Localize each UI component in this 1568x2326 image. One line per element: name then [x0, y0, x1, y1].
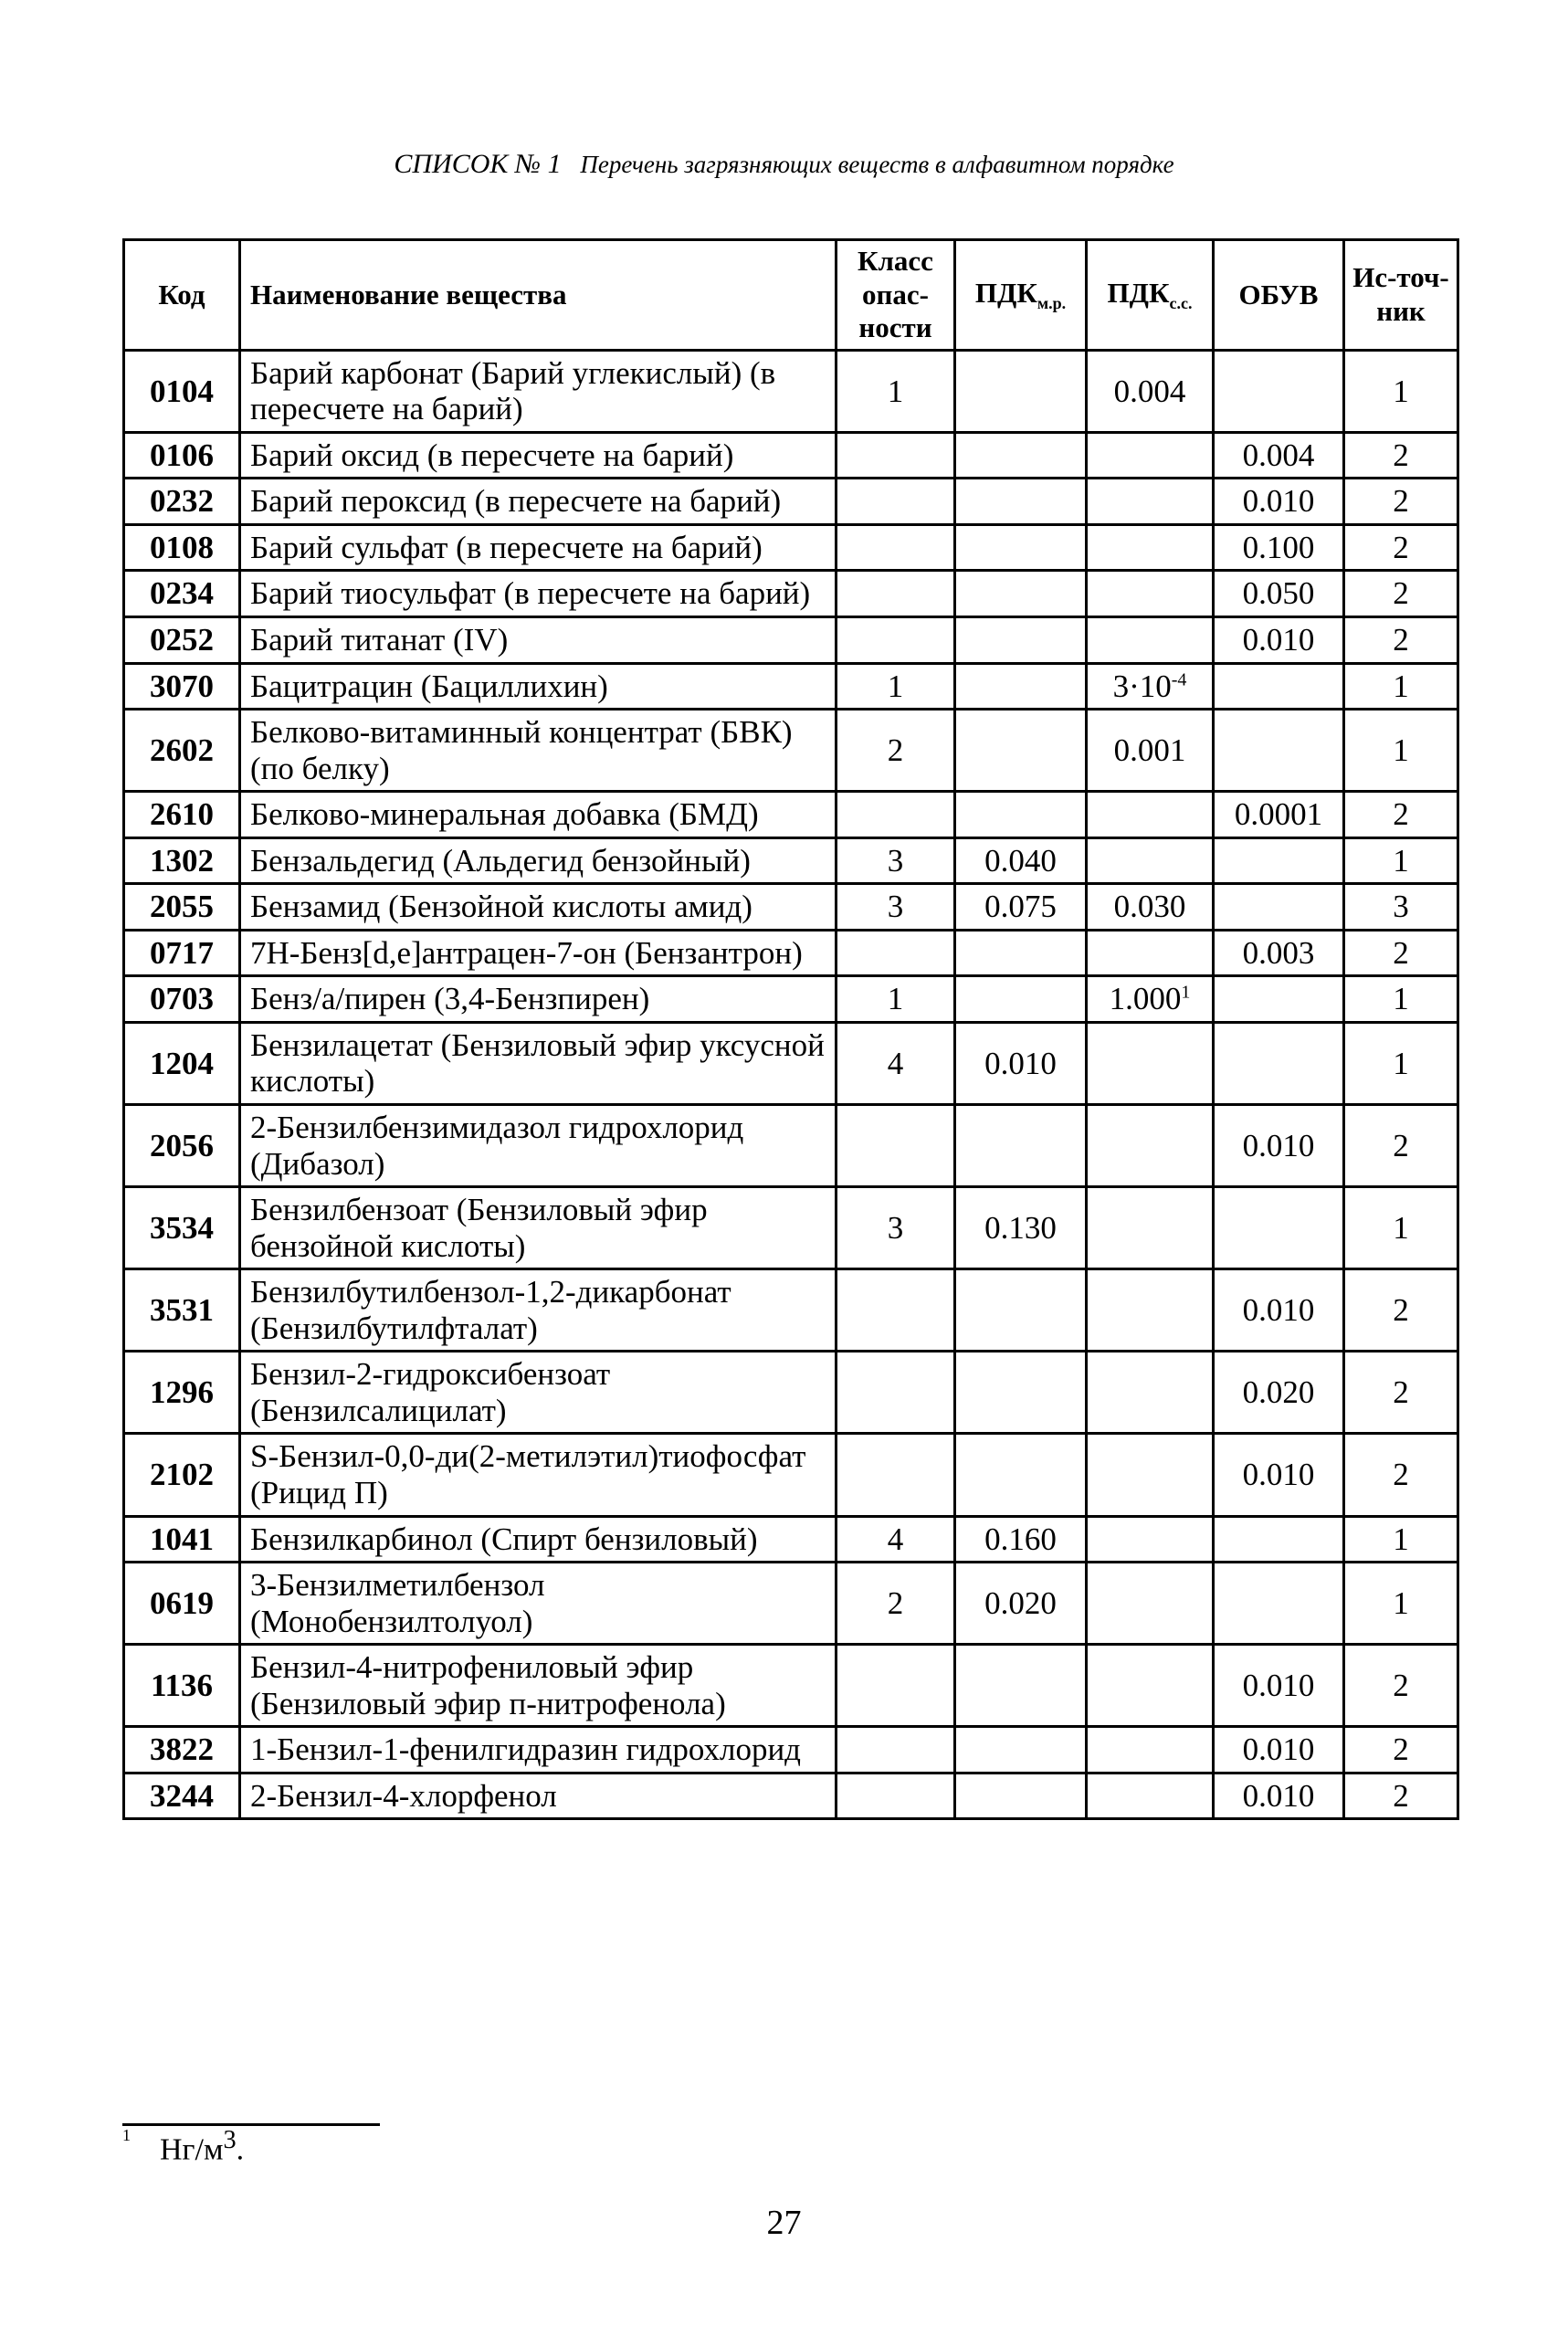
cell-pdk-ss — [1087, 1352, 1214, 1434]
cell-hazard-class: 4 — [837, 1516, 955, 1563]
cell-pdk-mr — [955, 1727, 1087, 1773]
cell-pdk-mr — [955, 350, 1087, 432]
footnote-unit: Нг/м — [160, 2132, 224, 2167]
cell-code: 1302 — [124, 837, 240, 884]
table-header-row — [124, 240, 1458, 351]
table-row — [124, 571, 1458, 617]
cell-pdk-mr — [955, 1434, 1087, 1516]
cell-source: 2 — [1344, 571, 1458, 617]
cell-pdk-mr: 0.160 — [955, 1516, 1087, 1563]
footnote: $^1$ $Нг/м^3$. — [122, 2126, 245, 2167]
cell-source: 1 — [1344, 663, 1458, 710]
cell-source: 2 — [1344, 1645, 1458, 1727]
table-row — [124, 1187, 1458, 1269]
cell-hazard-class — [837, 1434, 955, 1516]
cell-pdk-mr — [955, 663, 1087, 710]
cell-name: Бензамид (Бензойной кислоты амид) — [240, 884, 837, 931]
cell-obuv: 0.010 — [1214, 1727, 1344, 1773]
cell-pdk-mr — [955, 1105, 1087, 1187]
col-source-header: Ис-точ-ник — [1344, 240, 1458, 351]
cell-name: Бенз/а/пирен (3,4-Бензпирен) — [240, 976, 837, 1023]
cell-name: 2-Бензил-4-хлорфенол — [240, 1773, 837, 1819]
cell-source: 2 — [1344, 432, 1458, 479]
table-row — [124, 884, 1458, 931]
cell-name: Бацитрацин (Бациллихин) — [240, 663, 837, 710]
cell-name: 3-Бензилметилбензол (Монобензилтолуол) — [240, 1563, 837, 1645]
cell-code: 3822 — [124, 1727, 240, 1773]
cell-obuv: 0.010 — [1214, 1434, 1344, 1516]
cell-code: 0619 — [124, 1563, 240, 1645]
table-row — [124, 479, 1458, 525]
list-subtitle: Перечень загрязняющих веществ в алфавитном порядке — [580, 151, 1174, 178]
cell-obuv: 0.010 — [1214, 1269, 1344, 1352]
col-code-header: Код — [124, 240, 240, 351]
cell-pdk-ss — [1087, 617, 1214, 664]
footnote-mark: 1 — [122, 2126, 131, 2144]
cell-code: 0717 — [124, 930, 240, 976]
cell-pdk-ss: 0.004 — [1087, 350, 1214, 432]
cell-pdk-mr: 0.040 — [955, 837, 1087, 884]
cell-obuv: 0.010 — [1214, 1773, 1344, 1819]
cell-pdk-ss — [1087, 1516, 1214, 1563]
cell-source: 2 — [1344, 1773, 1458, 1819]
cell-source: 2 — [1344, 1434, 1458, 1516]
cell-pdk-mr — [955, 432, 1087, 479]
cell-obuv — [1214, 663, 1344, 710]
cell-code: 1041 — [124, 1516, 240, 1563]
cell-code: 2102 — [124, 1434, 240, 1516]
cell-name: Бензальдегид (Альдегид бензойный) — [240, 837, 837, 884]
cell-obuv: 0.100 — [1214, 524, 1344, 571]
cell-code: 0108 — [124, 524, 240, 571]
cell-pdk-ss — [1087, 1187, 1214, 1269]
cell-code: 0703 — [124, 976, 240, 1023]
cell-source: 1 — [1344, 837, 1458, 884]
page-number: 27 — [766, 2204, 802, 2242]
cell-pdk-ss — [1087, 524, 1214, 571]
cell-obuv — [1214, 1516, 1344, 1563]
cell-pdk-mr — [955, 976, 1087, 1023]
cell-source: 2 — [1344, 1727, 1458, 1773]
col-hazard-class-header: Класс опас-ности — [837, 240, 955, 351]
table-row — [124, 930, 1458, 976]
cell-code: 2610 — [124, 792, 240, 838]
cell-obuv: 0.010 — [1214, 1645, 1344, 1727]
cell-source: 2 — [1344, 524, 1458, 571]
cell-name: S-Бензил-0,0-ди(2-метилэтил)тиофосфат (Рицид П) — [240, 1434, 837, 1516]
cell-pdk-mr — [955, 479, 1087, 525]
cell-code: 0106 — [124, 432, 240, 479]
cell-source: 2 — [1344, 1269, 1458, 1352]
cell-hazard-class: 1 — [837, 663, 955, 710]
cell-hazard-class — [837, 1269, 955, 1352]
cell-obuv: 0.050 — [1214, 571, 1344, 617]
table-row — [124, 837, 1458, 884]
cell-hazard-class: 1 — [837, 976, 955, 1023]
cell-pdk-ss — [1087, 837, 1214, 884]
cell-source: 3 — [1344, 884, 1458, 931]
cell-hazard-class — [837, 617, 955, 664]
cell-pdk-mr — [955, 1269, 1087, 1352]
cell-obuv: 0.020 — [1214, 1352, 1344, 1434]
cell-name: Бензилацетат (Бензиловый эфир уксусной кислоты) — [240, 1022, 837, 1104]
cell-name: Белково-витаминный концентрат (БВК) (по белку) — [240, 710, 837, 792]
cell-pdk-ss — [1087, 1773, 1214, 1819]
pdk-ss-note: -4 — [1171, 668, 1187, 689]
cell-hazard-class — [837, 479, 955, 525]
cell-pdk-mr: 0.130 — [955, 1187, 1087, 1269]
col-pdk-mr-header: $ПДК_{м.р.}$ — [955, 240, 1087, 351]
cell-pdk-mr: 0.010 — [955, 1022, 1087, 1104]
cell-pdk-ss — [1087, 432, 1214, 479]
cell-name: Белково-минеральная добавка (БМД) — [240, 792, 837, 838]
cell-obuv — [1214, 884, 1344, 931]
table-row — [124, 524, 1458, 571]
cell-pdk-mr — [955, 1645, 1087, 1727]
cell-name: Бензил-4-нитрофениловый эфир (Бензиловый эфир п-нитрофенола) — [240, 1645, 837, 1727]
cell-pdk-mr — [955, 930, 1087, 976]
cell-hazard-class: 2 — [837, 1563, 955, 1645]
cell-code: 0104 — [124, 350, 240, 432]
cell-hazard-class — [837, 432, 955, 479]
cell-pdk-mr — [955, 617, 1087, 664]
cell-pdk-ss — [1087, 1022, 1214, 1104]
cell-code: 1136 — [124, 1645, 240, 1727]
cell-pdk-mr — [955, 1352, 1087, 1434]
cell-obuv: 0.010 — [1214, 617, 1344, 664]
cell-pdk-mr — [955, 1773, 1087, 1819]
cell-code: 0252 — [124, 617, 240, 664]
cell-hazard-class — [837, 930, 955, 976]
cell-pdk-ss: 0.030 — [1087, 884, 1214, 931]
cell-name: Бензилбензоат (Бензиловый эфир бензойной кислоты) — [240, 1187, 837, 1269]
table-row — [124, 432, 1458, 479]
cell-name: Бензил-2-гидроксибензоат (Бензилсалицилат) — [240, 1352, 837, 1434]
substances-table — [122, 238, 1459, 1820]
cell-hazard-class: 3 — [837, 884, 955, 931]
table-row — [124, 1645, 1458, 1727]
cell-obuv: 0.003 — [1214, 930, 1344, 976]
cell-source: 1 — [1344, 710, 1458, 792]
table-row — [124, 710, 1458, 792]
cell-name: Барий сульфат (в пересчете на барий) — [240, 524, 837, 571]
table-row — [124, 1022, 1458, 1104]
cell-code: 3531 — [124, 1269, 240, 1352]
cell-pdk-ss — [1087, 1434, 1214, 1516]
cell-hazard-class: 3 — [837, 837, 955, 884]
cell-name: Барий пероксид (в пересчете на барий) — [240, 479, 837, 525]
table-row — [124, 1516, 1458, 1563]
table-row — [124, 1773, 1458, 1819]
table-row — [124, 1352, 1458, 1434]
page-header — [0, 149, 1568, 180]
col-obuv-header: ОБУВ — [1214, 240, 1344, 351]
cell-pdk-ss: $3\cdot 10^{-4}$ — [1087, 663, 1214, 710]
cell-hazard-class — [837, 571, 955, 617]
cell-code: 3070 — [124, 663, 240, 710]
cell-obuv: 0.0001 — [1214, 792, 1344, 838]
cell-pdk-ss — [1087, 1563, 1214, 1645]
cell-hazard-class — [837, 792, 955, 838]
cell-source: 1 — [1344, 976, 1458, 1023]
cell-obuv — [1214, 1563, 1344, 1645]
cell-pdk-mr — [955, 524, 1087, 571]
cell-name: Барий карбонат (Барий углекислый) (в пересчете на барий) — [240, 350, 837, 432]
table-row — [124, 976, 1458, 1023]
cell-hazard-class — [837, 1645, 955, 1727]
cell-obuv — [1214, 976, 1344, 1023]
cell-code: 1204 — [124, 1022, 240, 1104]
cell-code: 0232 — [124, 479, 240, 525]
cell-hazard-class: 3 — [837, 1187, 955, 1269]
table-row — [124, 792, 1458, 838]
cell-obuv — [1214, 1022, 1344, 1104]
cell-pdk-mr: 0.075 — [955, 884, 1087, 931]
table-row — [124, 1105, 1458, 1187]
cell-hazard-class — [837, 1727, 955, 1773]
cell-pdk-ss: 1.000$^1$ — [1087, 976, 1214, 1023]
table-row — [124, 663, 1458, 710]
table-row — [124, 350, 1458, 432]
cell-source: 1 — [1344, 1022, 1458, 1104]
cell-source: 1 — [1344, 1516, 1458, 1563]
footnote-unit-exp: 3 — [223, 2126, 237, 2154]
cell-name: Барий титанат (IV) — [240, 617, 837, 664]
cell-hazard-class: 4 — [837, 1022, 955, 1104]
cell-hazard-class — [837, 1773, 955, 1819]
cell-name: Бензилбутилбензол-1,2-дикарбонат (Бензилбутилфталат) — [240, 1269, 837, 1352]
cell-pdk-mr — [955, 710, 1087, 792]
cell-pdk-ss: 0.001 — [1087, 710, 1214, 792]
cell-pdk-mr — [955, 571, 1087, 617]
cell-source: 1 — [1344, 350, 1458, 432]
cell-hazard-class: 2 — [837, 710, 955, 792]
cell-pdk-ss — [1087, 1105, 1214, 1187]
table-row — [124, 1434, 1458, 1516]
cell-obuv — [1214, 350, 1344, 432]
cell-obuv — [1214, 1187, 1344, 1269]
cell-pdk-ss — [1087, 479, 1214, 525]
cell-code: 3244 — [124, 1773, 240, 1819]
cell-source: 2 — [1344, 792, 1458, 838]
col-name-header: Наименование вещества — [240, 240, 837, 351]
cell-pdk-mr — [955, 792, 1087, 838]
cell-code: 3534 — [124, 1187, 240, 1269]
cell-source: 1 — [1344, 1187, 1458, 1269]
cell-source: 2 — [1344, 1105, 1458, 1187]
cell-code: 1296 — [124, 1352, 240, 1434]
cell-name: Барий оксид (в пересчете на барий) — [240, 432, 837, 479]
cell-pdk-ss — [1087, 571, 1214, 617]
cell-hazard-class — [837, 1105, 955, 1187]
pdk-ss-note: 1 — [1181, 982, 1191, 1003]
cell-pdk-ss — [1087, 1269, 1214, 1352]
cell-pdk-ss — [1087, 792, 1214, 838]
table-row — [124, 1727, 1458, 1773]
cell-pdk-ss — [1087, 930, 1214, 976]
cell-code: 2602 — [124, 710, 240, 792]
cell-source: 1 — [1344, 1563, 1458, 1645]
cell-pdk-mr: 0.020 — [955, 1563, 1087, 1645]
cell-source: 2 — [1344, 617, 1458, 664]
cell-code: 0234 — [124, 571, 240, 617]
cell-obuv: 0.010 — [1214, 1105, 1344, 1187]
cell-name: 1-Бензил-1-фенилгидразин гидрохлорид — [240, 1727, 837, 1773]
cell-hazard-class — [837, 1352, 955, 1434]
cell-name: 2-Бензилбензимидазол гидрохлорид (Дибазол) — [240, 1105, 837, 1187]
table-body — [124, 350, 1458, 1819]
cell-obuv: 0.010 — [1214, 479, 1344, 525]
cell-hazard-class: 1 — [837, 350, 955, 432]
table-row — [124, 1269, 1458, 1352]
cell-name: Бензилкарбинол (Спирт бензиловый) — [240, 1516, 837, 1563]
col-pdk-ss-header: $ПДК_{с.с.}$ — [1087, 240, 1214, 351]
cell-name: 7Н-Бенз[d,е]антрацен-7-он (Бензантрон) — [240, 930, 837, 976]
cell-obuv — [1214, 710, 1344, 792]
cell-source: 2 — [1344, 930, 1458, 976]
cell-obuv: 0.004 — [1214, 432, 1344, 479]
cell-source: 2 — [1344, 1352, 1458, 1434]
table-row — [124, 617, 1458, 664]
list-number: СПИСОК № 1 — [394, 149, 562, 179]
cell-pdk-ss — [1087, 1727, 1214, 1773]
cell-code: 2055 — [124, 884, 240, 931]
cell-code: 2056 — [124, 1105, 240, 1187]
cell-pdk-ss — [1087, 1645, 1214, 1727]
cell-source: 2 — [1344, 479, 1458, 525]
table-row — [124, 1563, 1458, 1645]
cell-hazard-class — [837, 524, 955, 571]
cell-name: Барий тиосульфат (в пересчете на барий) — [240, 571, 837, 617]
cell-obuv — [1214, 837, 1344, 884]
